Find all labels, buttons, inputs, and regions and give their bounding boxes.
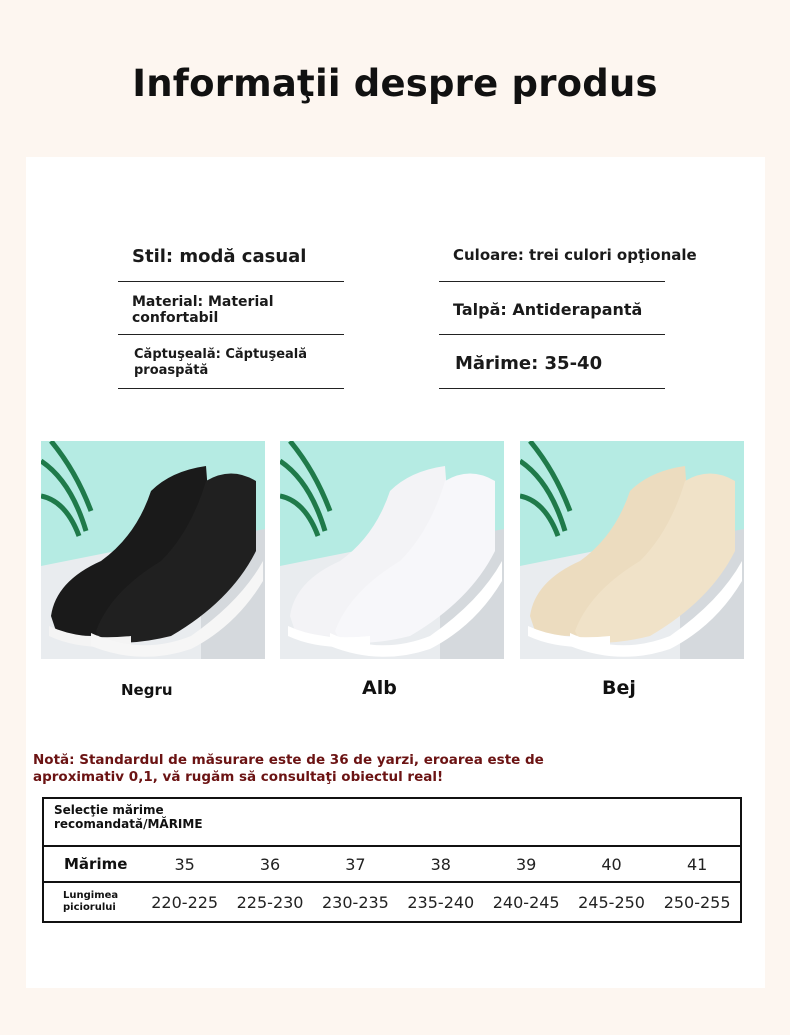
attr-size xyxy=(439,338,665,389)
length-cell: 245-250 xyxy=(578,892,645,912)
attr-color-text: Culoare: trei culori opţionale xyxy=(439,246,697,264)
size-table xyxy=(42,797,742,923)
size-row-label: Mărime xyxy=(43,846,142,882)
length-row xyxy=(43,882,741,922)
shoe-image-alb xyxy=(280,441,504,659)
length-row-label xyxy=(43,882,142,922)
length-cell: 230-235 xyxy=(322,892,389,912)
attr-material xyxy=(118,285,344,335)
length-cell: 240-245 xyxy=(492,892,560,912)
measurement-note: Notă: Standardul de măsurare este de 36 de yarzi, eroarea este de aproximativ 0,1, vă rugăm să consultaţi obiectul real! xyxy=(33,752,544,785)
size-cell: 41 xyxy=(654,846,741,882)
size-cell: 36 xyxy=(227,846,312,882)
attr-lining xyxy=(118,338,344,389)
size-cell: 38 xyxy=(398,846,483,882)
length-cell: 235-240 xyxy=(407,892,475,912)
shoe-image-bej xyxy=(520,441,744,659)
page-title: Informaţii despre produs xyxy=(132,62,658,105)
color-name-negru: Negru xyxy=(121,681,173,699)
size-cell: 40 xyxy=(569,846,654,882)
attr-size-text: Mărime: 35-40 xyxy=(439,353,602,374)
attr-style xyxy=(118,231,344,282)
length-cell: 220-225 xyxy=(151,892,219,912)
attr-sole xyxy=(439,285,665,335)
attr-color xyxy=(439,229,697,282)
size-table-header-text: Selecţie mărime recomandată/MĂRIME xyxy=(54,803,203,831)
length-cell: 225-230 xyxy=(236,892,304,912)
size-cell: 35 xyxy=(142,846,227,882)
size-cell: 37 xyxy=(313,846,398,882)
length-cell: 250-255 xyxy=(663,892,731,912)
attr-lining-text: Căptuşeală: Căptuşeală proaspătă xyxy=(118,347,314,379)
attr-sole-text: Talpă: Antiderapantă xyxy=(439,300,642,319)
length-row-label-text: Lungimea piciorului xyxy=(63,890,119,913)
attr-style-text: Stil: modă casual xyxy=(118,246,306,267)
product-info-card xyxy=(26,157,765,988)
color-name-alb: Alb xyxy=(362,677,397,699)
attr-material-text: Material: Material confortabil xyxy=(118,294,344,326)
shoe-image-negru xyxy=(41,441,265,659)
size-table-header xyxy=(43,798,741,846)
size-row xyxy=(43,846,741,882)
color-name-bej: Bej xyxy=(602,677,636,699)
size-cell: 39 xyxy=(484,846,569,882)
